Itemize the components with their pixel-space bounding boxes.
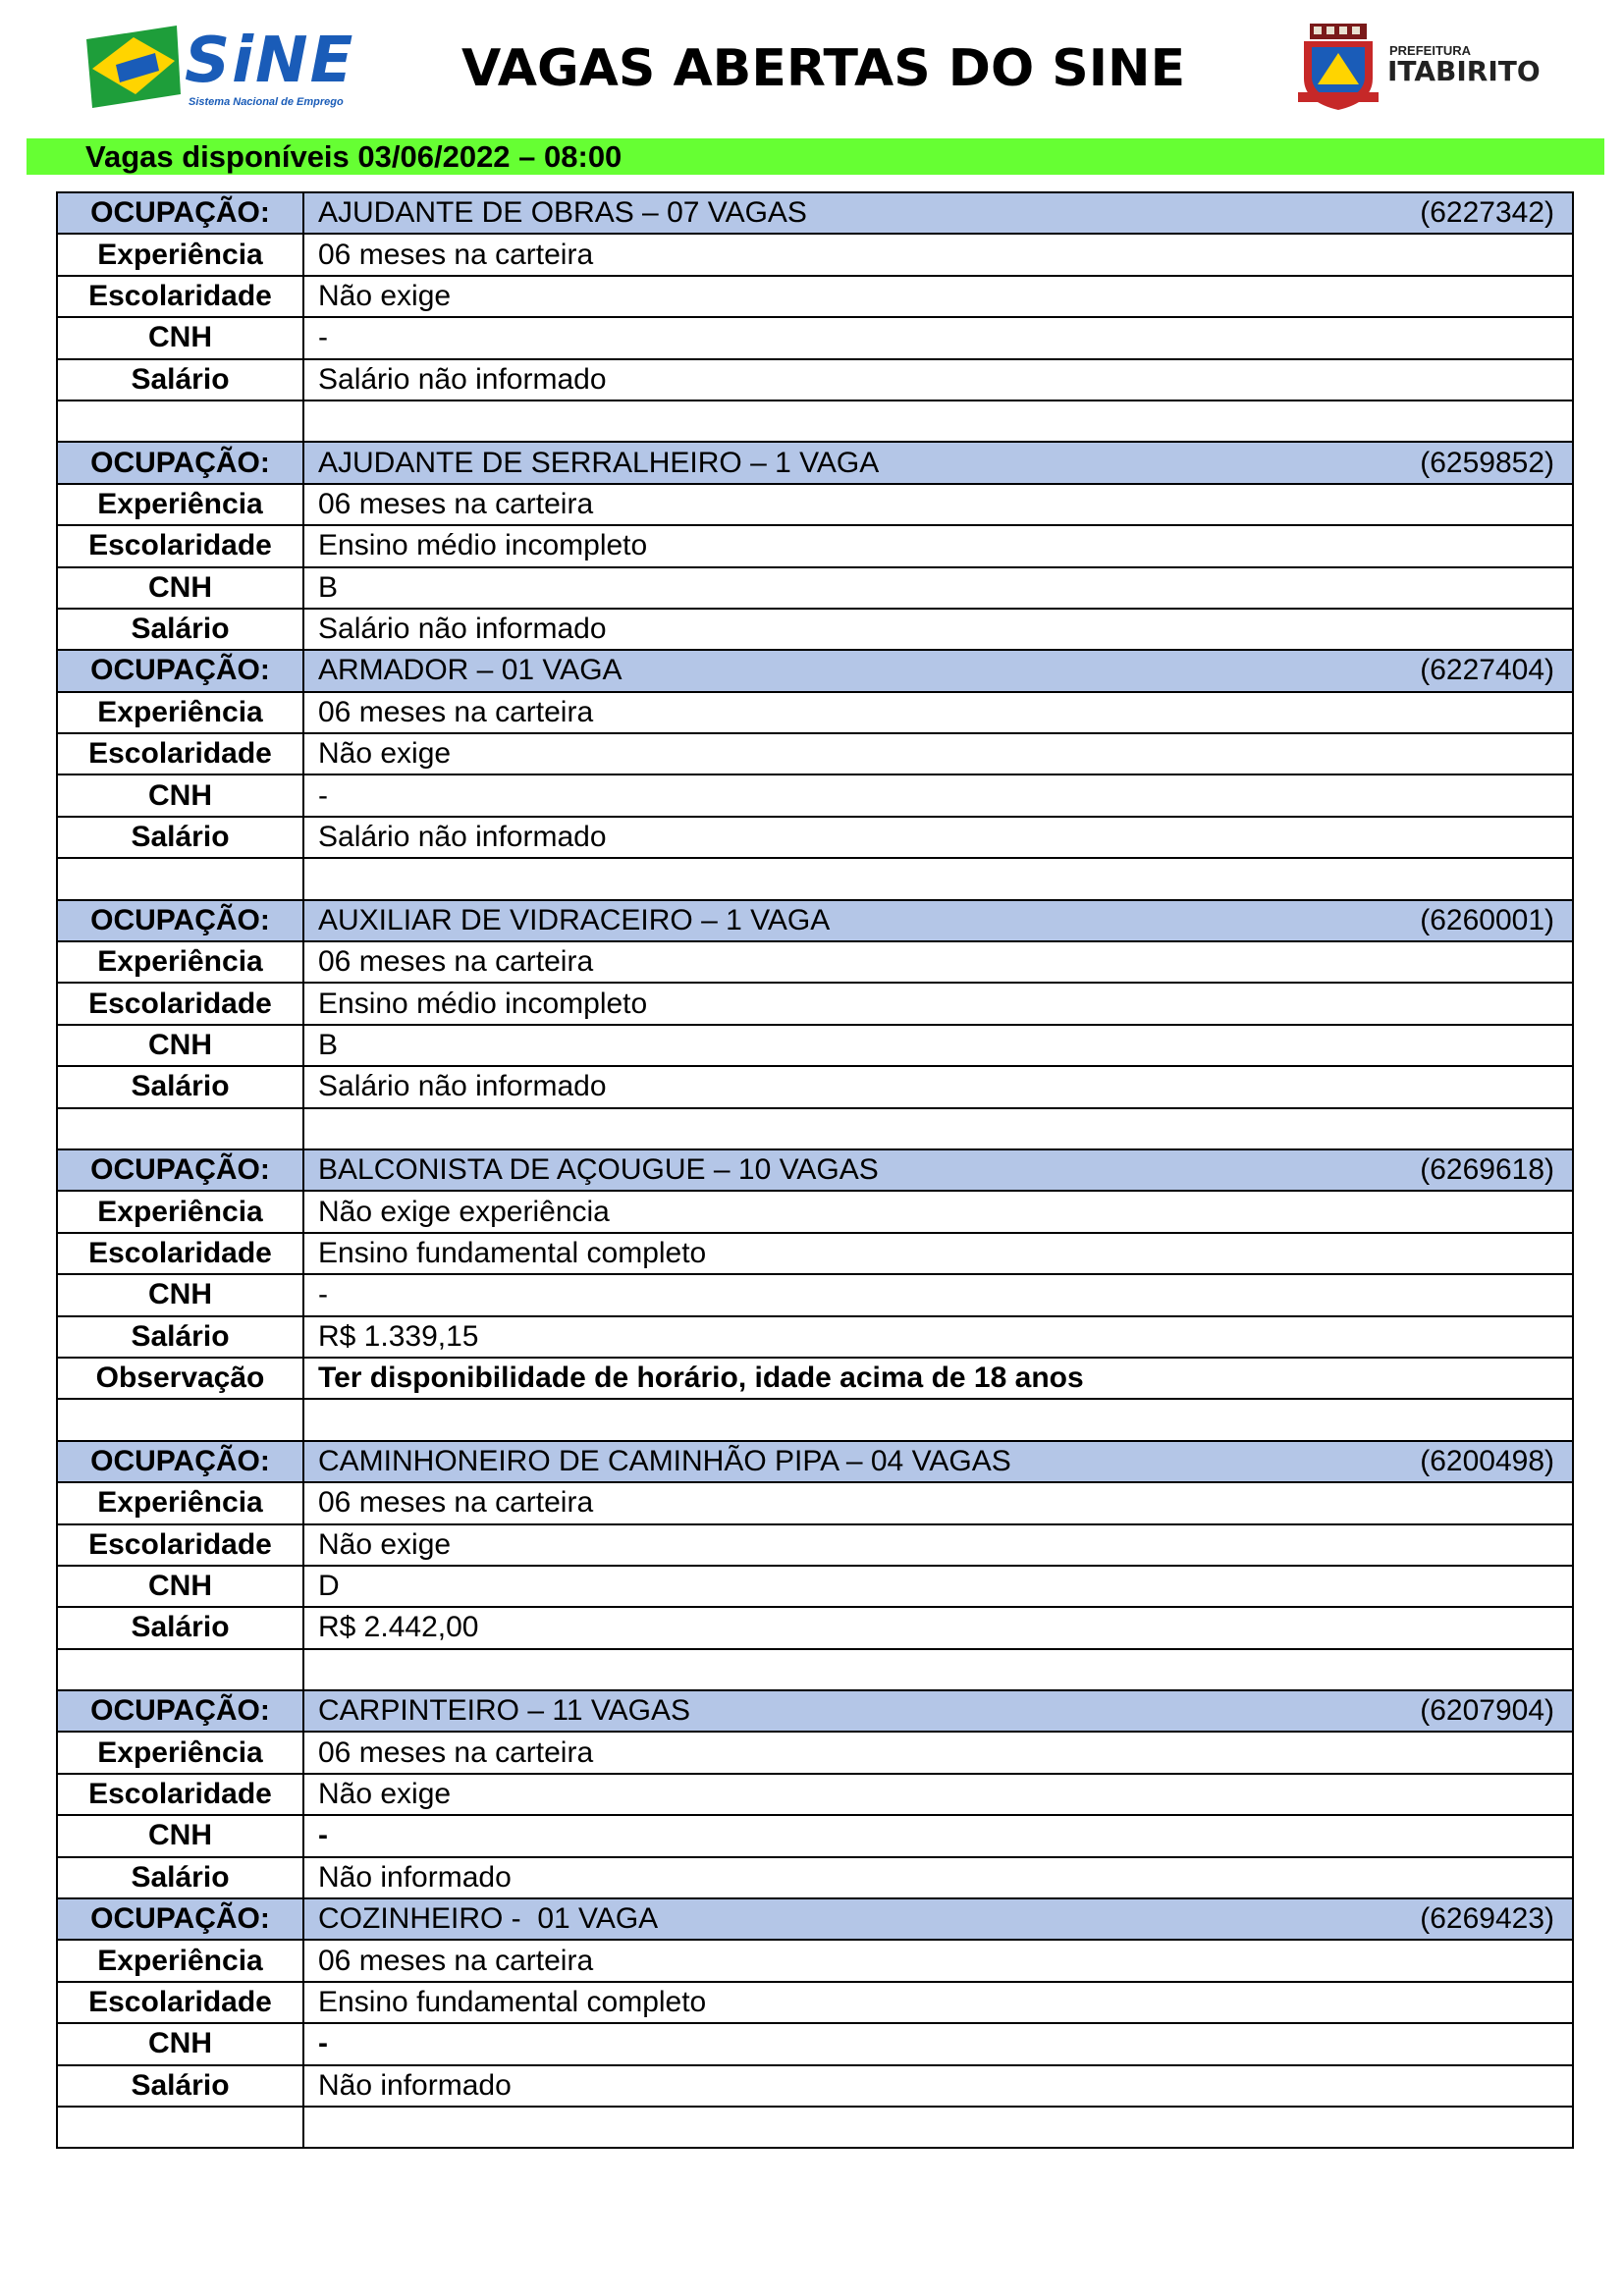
- job-occupation-row: [57, 442, 1573, 483]
- job-code: (6259852): [1420, 446, 1554, 479]
- education-value: Ensino fundamental completo: [303, 1982, 1573, 2023]
- table-row: [57, 567, 1573, 609]
- spacer-row: [57, 1649, 1573, 1690]
- table-row: [57, 1566, 1573, 1607]
- cnh-label: CNH: [57, 1025, 303, 1066]
- cnh-value: B: [303, 567, 1573, 609]
- table-row: [57, 1607, 1573, 1648]
- experience-label: Experiência: [57, 1482, 303, 1523]
- table-row: [57, 733, 1573, 774]
- education-value: Ensino médio incompleto: [303, 983, 1573, 1024]
- prefeitura-label: PREFEITURA: [1389, 43, 1472, 58]
- education-label: Escolaridade: [57, 1982, 303, 2023]
- job-occupation-row: [57, 1690, 1573, 1732]
- table-row: [57, 1316, 1573, 1358]
- cnh-value: -: [303, 1815, 1573, 1856]
- job-occupation-row: [57, 650, 1573, 691]
- occupation-label: OCUPAÇÃO:: [57, 1898, 303, 1940]
- experience-label: Experiência: [57, 1732, 303, 1773]
- prefeitura-logo: [1296, 24, 1542, 112]
- cnh-value: -: [303, 1274, 1573, 1315]
- experience-label: Experiência: [57, 692, 303, 733]
- education-value: Não exige: [303, 733, 1573, 774]
- salary-value: Não informado: [303, 2065, 1573, 2107]
- cnh-label: CNH: [57, 1274, 303, 1315]
- spacer-row: [57, 858, 1573, 899]
- table-row: [57, 1857, 1573, 1898]
- job-title: CARPINTEIRO – 11 VAGAS: [318, 1694, 690, 1728]
- table-row: [57, 525, 1573, 566]
- salary-value: R$ 1.339,15: [303, 1316, 1573, 1358]
- cnh-label: CNH: [57, 1566, 303, 1607]
- education-value: Não exige: [303, 1524, 1573, 1566]
- table-row: [57, 234, 1573, 275]
- experience-value: 06 meses na carteira: [303, 1732, 1573, 1773]
- sine-logo-text: SiNE: [185, 25, 355, 97]
- salary-value: Salário não informado: [303, 817, 1573, 858]
- table-row: [57, 1233, 1573, 1274]
- table-row: [57, 609, 1573, 650]
- experience-value: Não exige experiência: [303, 1191, 1573, 1232]
- table-row: [57, 1732, 1573, 1773]
- table-row: [57, 2023, 1573, 2064]
- salary-label: Salário: [57, 1066, 303, 1107]
- cnh-value: B: [303, 1025, 1573, 1066]
- table-row: [57, 1940, 1573, 1981]
- salary-label: Salário: [57, 817, 303, 858]
- job-title: AUXILIAR DE VIDRACEIRO – 1 VAGA: [318, 903, 831, 936]
- experience-label: Experiência: [57, 234, 303, 275]
- job-code: (6227404): [1420, 654, 1554, 687]
- salary-label: Salário: [57, 1316, 303, 1358]
- job-code: (6260001): [1420, 903, 1554, 936]
- table-row: [57, 484, 1573, 525]
- table-row: [57, 276, 1573, 317]
- spacer-row: [57, 2107, 1573, 2148]
- cnh-value: D: [303, 1566, 1573, 1607]
- table-row: [57, 1815, 1573, 1856]
- page-title: VAGAS ABERTAS DO SINE: [461, 39, 1186, 98]
- job-title: COZINHEIRO - 01 VAGA: [318, 1902, 659, 1936]
- job-title: AJUDANTE DE SERRALHEIRO – 1 VAGA: [318, 446, 880, 479]
- occupation-label: OCUPAÇÃO:: [57, 192, 303, 234]
- salary-value: Salário não informado: [303, 1066, 1573, 1107]
- salary-label: Salário: [57, 359, 303, 400]
- education-label: Escolaridade: [57, 1774, 303, 1815]
- table-row: [57, 1482, 1573, 1523]
- experience-label: Experiência: [57, 484, 303, 525]
- salary-value: Salário não informado: [303, 609, 1573, 650]
- table-row: [57, 817, 1573, 858]
- occupation-label: OCUPAÇÃO:: [57, 442, 303, 483]
- education-label: Escolaridade: [57, 1524, 303, 1566]
- education-label: Escolaridade: [57, 983, 303, 1024]
- jobs-table: [56, 191, 1574, 2149]
- table-row: [57, 1524, 1573, 1566]
- table-row: [57, 1358, 1573, 1399]
- salary-value: R$ 2.442,00: [303, 1607, 1573, 1648]
- table-row: [57, 983, 1573, 1024]
- table-row: [57, 317, 1573, 358]
- table-row: [57, 359, 1573, 400]
- education-label: Escolaridade: [57, 733, 303, 774]
- brazil-flag-icon: [86, 26, 181, 108]
- page-header: [0, 0, 1624, 133]
- table-row: [57, 1066, 1573, 1107]
- job-code: (6269618): [1420, 1153, 1554, 1187]
- education-value: Ensino médio incompleto: [303, 525, 1573, 566]
- education-value: Não exige: [303, 276, 1573, 317]
- cnh-label: CNH: [57, 2023, 303, 2064]
- occupation-label: OCUPAÇÃO:: [57, 900, 303, 941]
- cnh-label: CNH: [57, 774, 303, 816]
- experience-label: Experiência: [57, 941, 303, 983]
- education-label: Escolaridade: [57, 1233, 303, 1274]
- spacer-row: [57, 1108, 1573, 1149]
- salary-label: Salário: [57, 1607, 303, 1648]
- date-banner-text: Vagas disponíveis 03/06/2022 – 08:00: [85, 139, 623, 174]
- cnh-label: CNH: [57, 317, 303, 358]
- job-title: BALCONISTA DE AÇOUGUE – 10 VAGAS: [318, 1153, 879, 1187]
- experience-label: Experiência: [57, 1191, 303, 1232]
- table-row: [57, 1274, 1573, 1315]
- sine-logo-subtitle: Sistema Nacional de Emprego: [189, 96, 344, 108]
- cnh-label: CNH: [57, 1815, 303, 1856]
- experience-value: 06 meses na carteira: [303, 692, 1573, 733]
- occupation-label: OCUPAÇÃO:: [57, 1690, 303, 1732]
- occupation-label: OCUPAÇÃO:: [57, 1149, 303, 1191]
- spacer-row: [57, 1399, 1573, 1440]
- coat-of-arms-icon: [1296, 24, 1380, 112]
- experience-label: Experiência: [57, 1940, 303, 1981]
- education-value: Não exige: [303, 1774, 1573, 1815]
- observation-value: Ter disponibilidade de horário, idade acima de 18 anos: [303, 1358, 1573, 1399]
- job-code: (6227342): [1420, 196, 1554, 230]
- job-title: ARMADOR – 01 VAGA: [318, 654, 623, 687]
- cnh-value: -: [303, 774, 1573, 816]
- job-occupation-row: [57, 1149, 1573, 1191]
- job-title: AJUDANTE DE OBRAS – 07 VAGAS: [318, 196, 807, 230]
- salary-label: Salário: [57, 609, 303, 650]
- education-label: Escolaridade: [57, 525, 303, 566]
- cnh-label: CNH: [57, 567, 303, 609]
- job-code: (6207904): [1420, 1694, 1554, 1728]
- job-code: (6200498): [1420, 1444, 1554, 1477]
- salary-value: Não informado: [303, 1857, 1573, 1898]
- job-occupation-row: [57, 900, 1573, 941]
- sine-logo: [86, 26, 361, 116]
- salary-label: Salário: [57, 1857, 303, 1898]
- job-code: (6269423): [1420, 1902, 1554, 1936]
- table-row: [57, 774, 1573, 816]
- education-value: Ensino fundamental completo: [303, 1233, 1573, 1274]
- job-occupation-row: [57, 1441, 1573, 1482]
- experience-value: 06 meses na carteira: [303, 941, 1573, 983]
- occupation-label: OCUPAÇÃO:: [57, 1441, 303, 1482]
- experience-value: 06 meses na carteira: [303, 484, 1573, 525]
- job-occupation-row: [57, 192, 1573, 234]
- salary-value: Salário não informado: [303, 359, 1573, 400]
- table-row: [57, 941, 1573, 983]
- experience-value: 06 meses na carteira: [303, 1940, 1573, 1981]
- cnh-value: -: [303, 2023, 1573, 2064]
- experience-value: 06 meses na carteira: [303, 1482, 1573, 1523]
- table-row: [57, 1191, 1573, 1232]
- city-name: ITABIRITO: [1387, 55, 1541, 87]
- salary-label: Salário: [57, 2065, 303, 2107]
- cnh-value: -: [303, 317, 1573, 358]
- table-row: [57, 1774, 1573, 1815]
- observation-label: Observação: [57, 1358, 303, 1399]
- experience-value: 06 meses na carteira: [303, 234, 1573, 275]
- table-row: [57, 2065, 1573, 2107]
- job-title: CAMINHONEIRO DE CAMINHÃO PIPA – 04 VAGAS: [318, 1444, 1011, 1477]
- education-label: Escolaridade: [57, 276, 303, 317]
- occupation-label: OCUPAÇÃO:: [57, 650, 303, 691]
- table-row: [57, 692, 1573, 733]
- job-occupation-row: [57, 1898, 1573, 1940]
- date-banner: [27, 138, 1604, 175]
- table-row: [57, 1982, 1573, 2023]
- spacer-row: [57, 400, 1573, 442]
- table-row: [57, 1025, 1573, 1066]
